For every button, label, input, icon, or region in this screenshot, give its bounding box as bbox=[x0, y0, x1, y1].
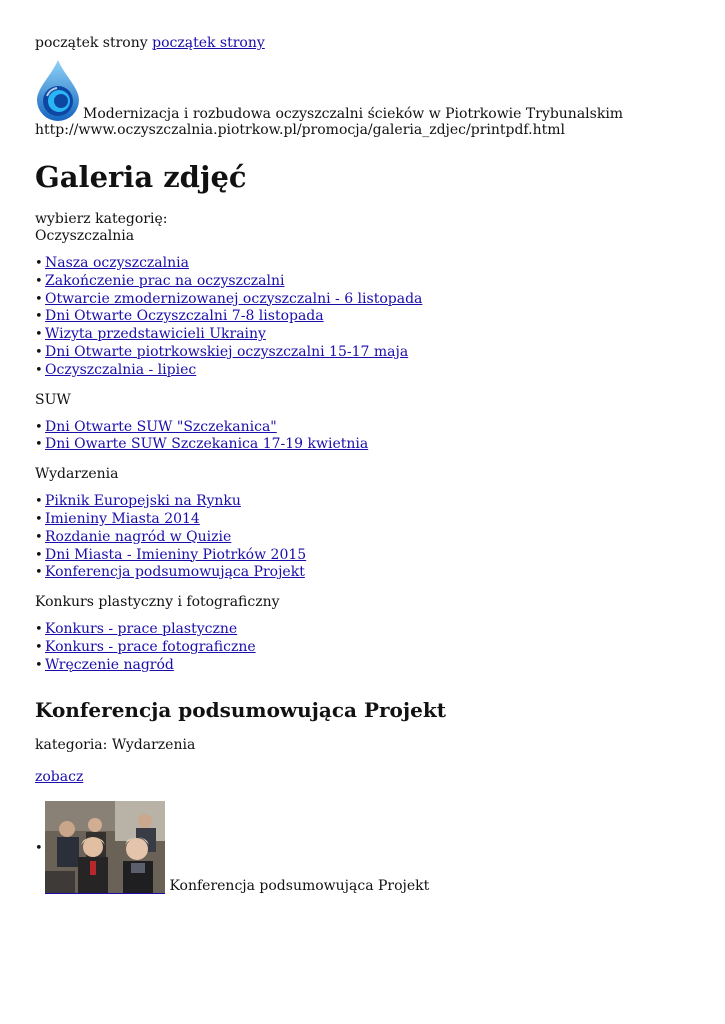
site-name: Modernizacja i rozbudowa oczyszczalni ścieków w Piotrkowie Trybunalskim bbox=[83, 106, 624, 122]
category-gallery-list bbox=[35, 621, 695, 674]
list-item bbox=[35, 308, 695, 326]
list-item bbox=[35, 547, 695, 565]
list-item bbox=[35, 529, 695, 547]
gallery-title: Konferencja podsumowująca Projekt bbox=[35, 697, 446, 722]
list-item bbox=[35, 564, 695, 582]
top-of-page-link[interactable]: początek strony bbox=[152, 35, 265, 51]
list-item bbox=[35, 493, 695, 511]
gallery-link[interactable]: Otwarcie zmodernizowanej oczyszczalni - 6 listopada bbox=[45, 290, 423, 307]
gallery-thumbnail-caption: Konferencja podsumowująca Projekt bbox=[169, 877, 430, 894]
gallery-link[interactable]: Rozdanie nagród w Quizie bbox=[45, 528, 232, 545]
category-list bbox=[35, 228, 695, 675]
category-title: SUW bbox=[35, 391, 71, 408]
gallery-category-line: kategoria: Wydarzenia bbox=[35, 736, 196, 753]
list-item bbox=[35, 291, 695, 309]
list-item bbox=[35, 436, 695, 454]
page-title: Galeria zdjęć bbox=[35, 160, 247, 194]
list-item bbox=[35, 419, 695, 437]
list-item bbox=[35, 639, 695, 657]
water-drop-logo-icon bbox=[35, 58, 81, 122]
gallery-link[interactable]: Wręczenie nagród bbox=[45, 656, 174, 673]
gallery-link[interactable]: Wizyta przedstawicieli Ukrainy bbox=[45, 326, 266, 343]
document-page bbox=[35, 35, 695, 894]
category-gallery-list bbox=[35, 255, 695, 380]
category-title: Konkurs plastyczny i fotograficzny bbox=[35, 594, 280, 611]
top-line bbox=[35, 35, 695, 52]
list-item bbox=[35, 273, 695, 291]
category-title: Wydarzenia bbox=[35, 466, 119, 483]
gallery-link[interactable]: Nasza oczyszczalnia bbox=[45, 255, 189, 271]
top-prefix-text: początek strony bbox=[35, 35, 148, 51]
gallery-link[interactable]: Dni Owarte SUW Szczekanica 17-19 kwietnia bbox=[45, 436, 369, 453]
list-item bbox=[35, 657, 695, 675]
gallery-link[interactable]: Zakończenie prac na oczyszczalni bbox=[45, 272, 285, 289]
list-item bbox=[35, 344, 695, 362]
gallery-thumbnails bbox=[35, 801, 695, 894]
gallery-link[interactable]: Konkurs - prace plastyczne bbox=[45, 621, 238, 638]
site-header bbox=[35, 58, 695, 139]
gallery-thumbnail-link[interactable] bbox=[45, 878, 165, 894]
list-item bbox=[35, 621, 695, 639]
list-item bbox=[35, 511, 695, 529]
gallery-link[interactable]: Konferencja podsumowująca Projekt bbox=[45, 564, 305, 581]
gallery-link[interactable]: Konkurs - prace fotograficzne bbox=[45, 638, 256, 655]
category-gallery-list bbox=[35, 493, 695, 582]
list-item bbox=[35, 255, 695, 273]
gallery-thumbnail-item bbox=[35, 801, 695, 894]
gallery-link[interactable]: Imieniny Miasta 2014 bbox=[45, 510, 200, 527]
gallery-link[interactable]: Dni Otwarte piotrkowskiej oczyszczalni 15-17 maja bbox=[45, 343, 409, 360]
category-title: Oczyszczalnia bbox=[35, 228, 135, 244]
list-item bbox=[35, 362, 695, 380]
gallery-link[interactable]: Piknik Europejski na Rynku bbox=[45, 493, 241, 510]
view-link[interactable]: zobacz bbox=[35, 768, 84, 785]
page-url: http://www.oczyszczalnia.piotrkow.pl/promocja/galeria_zdjec/printpdf.html bbox=[35, 122, 565, 138]
gallery-link[interactable]: Dni Miasta - Imieniny Piotrków 2015 bbox=[45, 546, 307, 563]
gallery-link[interactable]: Dni Otwarte SUW "Szczekanica" bbox=[45, 418, 277, 435]
list-item bbox=[35, 326, 695, 344]
gallery-link[interactable]: Oczyszczalnia - lipiec bbox=[45, 361, 197, 378]
category-prompt: wybierz kategorię: bbox=[35, 211, 168, 227]
gallery-link[interactable]: Dni Otwarte Oczyszczalni 7-8 listopada bbox=[45, 308, 324, 325]
conference-photo-thumbnail[interactable] bbox=[45, 801, 165, 894]
category-gallery-list bbox=[35, 419, 695, 455]
